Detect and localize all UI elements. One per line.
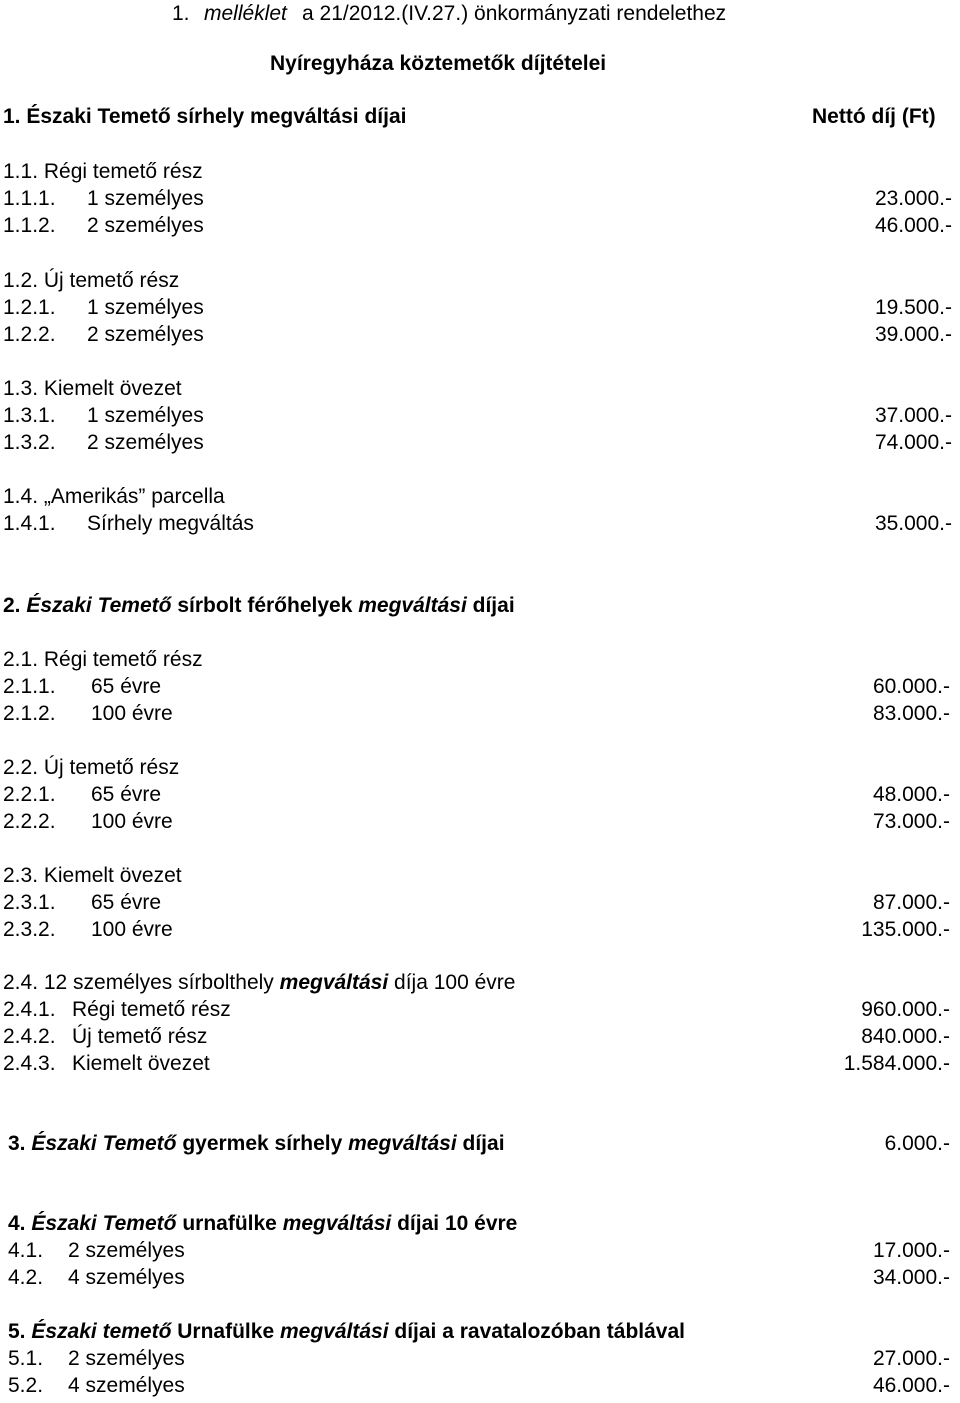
- row-code: 1.2.1.: [3, 296, 56, 319]
- row-label: 2 személyes: [68, 1239, 185, 1262]
- heading-emphasis: megváltási: [358, 594, 467, 617]
- fee-row: [0, 781, 960, 808]
- heading-tail: díjai 10 évre: [397, 1212, 518, 1235]
- group-title: [0, 646, 960, 673]
- heading-emphasis: megváltási: [279, 1320, 389, 1343]
- row-value: 19.500.-: [874, 296, 952, 319]
- row-code: 1.4.1.: [3, 512, 56, 535]
- row-code: 5.2.: [8, 1374, 44, 1397]
- section-1-heading-row: [0, 103, 960, 130]
- row-label: 65 évre: [91, 783, 162, 806]
- fee-row: [0, 1264, 960, 1291]
- net-fee-column-header: Nettó díj (Ft): [812, 105, 936, 128]
- section-number: 2.: [3, 594, 21, 617]
- heading-emphasis: megváltási: [282, 1212, 392, 1235]
- cemetery-name: Északi temető: [31, 1320, 172, 1343]
- row-value: 6.000.-: [884, 1132, 950, 1155]
- page-title: Nyíregyháza köztemetők díjtételei: [270, 52, 607, 75]
- row-code: 2.3.1.: [3, 891, 56, 914]
- row-value: 27.000.-: [872, 1347, 950, 1370]
- heading-tail: díjai a ravatalozóban táblával: [394, 1320, 685, 1343]
- row-value: 37.000.-: [874, 404, 952, 427]
- page-title-row: [0, 50, 960, 77]
- group-title-text: 2.2. Új temető rész: [3, 756, 180, 779]
- fee-row: [0, 700, 960, 727]
- section-3-heading: [0, 1130, 960, 1157]
- group-title: [0, 862, 960, 889]
- row-code: 2.2.1.: [3, 783, 56, 806]
- row-label: 100 évre: [91, 918, 173, 941]
- row-label: 2 személyes: [87, 431, 204, 454]
- row-code: 1.3.1.: [3, 404, 56, 427]
- row-value: 23.000.-: [874, 187, 952, 210]
- row-label: 100 évre: [91, 810, 173, 833]
- row-label: 100 évre: [91, 702, 173, 725]
- heading-emphasis: megváltási: [348, 1132, 457, 1155]
- row-value: 60.000.-: [872, 675, 950, 698]
- row-label: 4 személyes: [68, 1266, 185, 1289]
- section-number: 3.: [8, 1132, 26, 1155]
- fee-row: [0, 889, 960, 916]
- row-value: 17.000.-: [872, 1239, 950, 1262]
- fee-row: [0, 996, 960, 1023]
- heading-subject: gyermek sírhely: [182, 1132, 343, 1155]
- row-label: Kiemelt övezet: [72, 1052, 210, 1075]
- group-title-text: 1.3. Kiemelt övezet: [3, 377, 182, 400]
- section-4-heading: [0, 1210, 960, 1237]
- row-label: Sírhely megváltás: [87, 512, 254, 535]
- row-value: 46.000.-: [874, 214, 952, 237]
- row-label: 2 személyes: [87, 323, 204, 346]
- group-title-text: 1.1. Régi temető rész: [3, 160, 203, 183]
- row-label: 1 személyes: [87, 404, 204, 427]
- cemetery-name: Északi Temető: [26, 594, 172, 617]
- fee-row: [0, 1237, 960, 1264]
- row-label: 1 személyes: [87, 187, 204, 210]
- heading-tail: díjai: [462, 1132, 505, 1155]
- group-title: [0, 483, 960, 510]
- fee-row: [0, 402, 960, 429]
- fee-row: [0, 1345, 960, 1372]
- fee-row: [0, 808, 960, 835]
- cemetery-name: Északi Temető: [31, 1132, 177, 1155]
- group-title-text: 1.2. Új temető rész: [3, 269, 180, 292]
- section-1-heading: 1. Északi Temető sírhely megváltási díjai: [3, 105, 407, 128]
- section-2-heading: [0, 592, 960, 619]
- group-title: [0, 375, 960, 402]
- group-title-tail: díja 100 évre: [394, 971, 516, 994]
- row-label: 65 évre: [91, 675, 162, 698]
- fee-row: [0, 673, 960, 700]
- row-code: 2.1.2.: [3, 702, 56, 725]
- fee-row: [0, 294, 960, 321]
- row-value: 74.000.-: [874, 431, 952, 454]
- group-title: [0, 969, 960, 996]
- fee-row: [0, 429, 960, 456]
- heading-emphasis: megváltási: [279, 971, 389, 994]
- row-value: 960.000.-: [861, 998, 950, 1021]
- row-value: 135.000.-: [861, 918, 950, 941]
- row-value: 34.000.-: [872, 1266, 950, 1289]
- annex-word: melléklet: [204, 2, 287, 25]
- group-title: [0, 754, 960, 781]
- fee-row: [0, 321, 960, 348]
- row-label: 65 évre: [91, 891, 162, 914]
- heading-tail: díjai: [472, 594, 515, 617]
- row-code: 2.2.2.: [3, 810, 56, 833]
- heading-subject: urnafülke: [182, 1212, 277, 1235]
- row-code: 1.3.2.: [3, 431, 56, 454]
- fee-row: [0, 916, 960, 943]
- annex-reference: [0, 0, 960, 27]
- group-title: [0, 158, 960, 185]
- section-number: 5.: [8, 1320, 26, 1343]
- fee-row: [0, 212, 960, 239]
- group-title: [0, 267, 960, 294]
- fee-row: [0, 185, 960, 212]
- row-value: 73.000.-: [872, 810, 950, 833]
- row-value: 48.000.-: [872, 783, 950, 806]
- group-title-text: 2.4. 12 személyes sírbolthely: [3, 971, 274, 994]
- section-number: 4.: [8, 1212, 26, 1235]
- section-5-heading: [0, 1318, 960, 1345]
- row-label: 1 személyes: [87, 296, 204, 319]
- row-value: 39.000.-: [874, 323, 952, 346]
- row-code: 2.4.2.: [3, 1025, 56, 1048]
- annex-prefix: 1.: [172, 2, 190, 25]
- row-code: 4.1.: [8, 1239, 44, 1262]
- fee-row: [0, 1372, 960, 1399]
- group-title-text: 1.4. „Amerikás” parcella: [3, 485, 225, 508]
- row-code: 4.2.: [8, 1266, 44, 1289]
- heading-subject: sírbolt férőhelyek: [177, 594, 353, 617]
- row-code: 1.2.2.: [3, 323, 56, 346]
- group-title-text: 2.3. Kiemelt övezet: [3, 864, 182, 887]
- fee-row: [0, 1050, 960, 1077]
- row-value: 840.000.-: [861, 1025, 950, 1048]
- heading-subject: Urnafülke: [177, 1320, 275, 1343]
- row-label: 2 személyes: [68, 1347, 185, 1370]
- cemetery-name: Északi Temető: [31, 1212, 177, 1235]
- row-code: 2.1.1.: [3, 675, 56, 698]
- annex-suffix: a 21/2012.(IV.27.) önkormányzati rendelethez: [302, 2, 727, 25]
- row-code: 2.4.3.: [3, 1052, 56, 1075]
- row-code: 2.4.1.: [3, 998, 56, 1021]
- fee-row: [0, 1023, 960, 1050]
- row-label: 2 személyes: [87, 214, 204, 237]
- row-value: 1.584.000.-: [843, 1052, 950, 1075]
- row-value: 83.000.-: [872, 702, 950, 725]
- row-code: 1.1.1.: [3, 187, 56, 210]
- row-code: 2.3.2.: [3, 918, 56, 941]
- fee-row: [0, 510, 960, 537]
- group-title-text: 2.1. Régi temető rész: [3, 648, 203, 671]
- row-code: 5.1.: [8, 1347, 44, 1370]
- row-label: Régi temető rész: [72, 998, 231, 1021]
- row-label: Új temető rész: [72, 1025, 208, 1048]
- row-value: 35.000.-: [874, 512, 952, 535]
- row-code: 1.1.2.: [3, 214, 56, 237]
- row-value: 87.000.-: [872, 891, 950, 914]
- row-value: 46.000.-: [872, 1374, 950, 1397]
- row-label: 4 személyes: [68, 1374, 185, 1397]
